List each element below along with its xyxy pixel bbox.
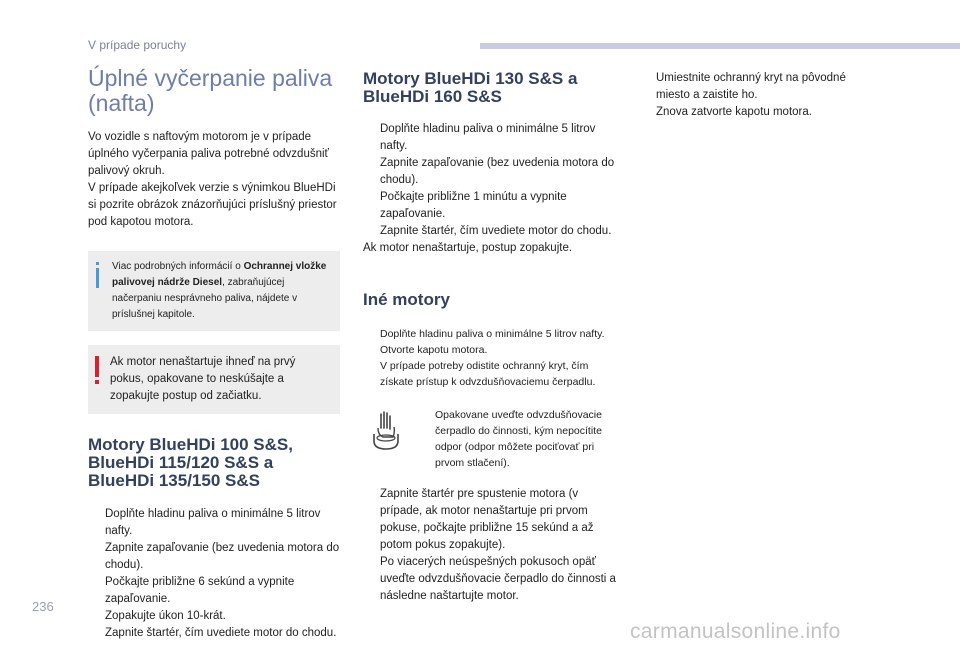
- steps-100: [88, 506, 340, 642]
- list-item: V prípade potreby odistite ochranný kryt, čím získate prístup k odvzdušňovaciemu čerpadlu.: [380, 360, 596, 388]
- list-item: Zapnite štartér, čím uvediete motor do chodu.: [380, 225, 612, 237]
- info-icon: [96, 262, 99, 288]
- pump-step: [363, 407, 619, 471]
- list-item: Doplňte hladinu paliva o minimálne 5 litrov nafty.: [380, 123, 596, 152]
- list-item: Zapnite zapaľovanie (bez uvedenia motora do chodu).: [105, 542, 340, 571]
- section-title-fuel: Úplné vyčerpanie paliva (nafta): [88, 65, 333, 116]
- list-item: Doplňte hladinu paliva o minimálne 5 litrov nafty.: [380, 328, 605, 340]
- header-bar: [480, 43, 960, 49]
- steps-130: [363, 121, 619, 240]
- section-title-other: Iné motory: [363, 290, 450, 309]
- list-item: Zapnite štartér, čím uvediete motor do chodu.: [105, 627, 337, 639]
- steps-end: [639, 70, 879, 121]
- column-right: [639, 70, 879, 121]
- intro-paragraph-2: V prípade akejkoľvek verzie s výnimkou BlueHDi si pozrite obrázok znázorňujúci príslušný priestor pod kapotou motora.: [88, 182, 337, 228]
- warning-box: [88, 345, 340, 414]
- section-title-100: Motory BlueHDi 100 S&S, BlueHDi 115/120 S&S a BlueHDi 135/150 S&S: [88, 435, 293, 490]
- list-item: Znova zatvorte kapotu motora.: [656, 106, 812, 118]
- list-item: Umiestnite ochranný kryt na pôvodné miesto a zaistite ho.: [656, 72, 846, 101]
- intro-paragraph: Vo vozidle s naftovým motorom je v prípade úplného vyčerpania paliva potrebné odvzdušniť palivový okruh.: [88, 131, 329, 177]
- running-header: V prípade poruchy: [88, 38, 187, 52]
- list-item: Počkajte približne 6 sekúnd a vypnite zapaľovanie.: [105, 576, 295, 605]
- priming-pump-hand-icon: [371, 411, 401, 451]
- list-item: Opakovane uveďte odvzdušňovacie čerpadlo do činnosti, kým nepocítite odpor (odpor môžete pociťovať pri prvom stlačení).: [435, 409, 602, 469]
- list-item: Zapnite štartér pre spustenie motora (v prípade, ak motor nenaštartuje pri prvom pokuse, počkajte približne 15 sekúnd a až potom pokus zopakujte).: [380, 488, 594, 551]
- retry-note: Ak motor nenaštartuje, postup zopakujte.: [363, 242, 573, 254]
- pump-instruction: [418, 407, 619, 471]
- list-item: Zopakujte úkon 10-krát.: [105, 610, 226, 622]
- list-item: Zapnite zapaľovanie (bez uvedenia motora do chodu).: [380, 157, 615, 186]
- list-item: Počkajte približne 1 minútu a vypnite zapaľovanie.: [380, 191, 567, 220]
- warning-text: Ak motor nenaštartuje ihneď na prvý pokus, opakovane to neskúšajte a zopakujte postup od začiatku.: [110, 356, 296, 402]
- info-bold-term: Ochrannej vložke palivovej nádrže Diesel: [112, 261, 327, 288]
- column-middle: [363, 70, 619, 605]
- page-number: 236: [32, 599, 54, 614]
- section-title-130: Motory BlueHDi 130 S&S a BlueHDi 160 S&S: [363, 69, 578, 106]
- column-left: [88, 62, 340, 642]
- list-item: Po viacerých neúspešných pokusoch opäť uveďte odvzdušňovacie čerpadlo do činnosti a následne naštartujte motor.: [380, 556, 616, 602]
- warning-icon: [95, 356, 99, 384]
- list-item: Otvorte kapotu motora.: [380, 344, 488, 356]
- info-box: [88, 251, 340, 331]
- watermark: carmanualsonline.info: [630, 620, 841, 643]
- steps-other-2: [363, 486, 619, 605]
- steps-other: [363, 326, 619, 390]
- info-text: Viac podrobných informácií o Ochrannej vložke palivovej nádrže Diesel, zabraňujúcej načerpaniu nesprávneho paliva, nájdete v príslušnej kapitole.: [112, 261, 327, 320]
- list-item: Doplňte hladinu paliva o minimálne 5 litrov nafty.: [105, 508, 321, 537]
